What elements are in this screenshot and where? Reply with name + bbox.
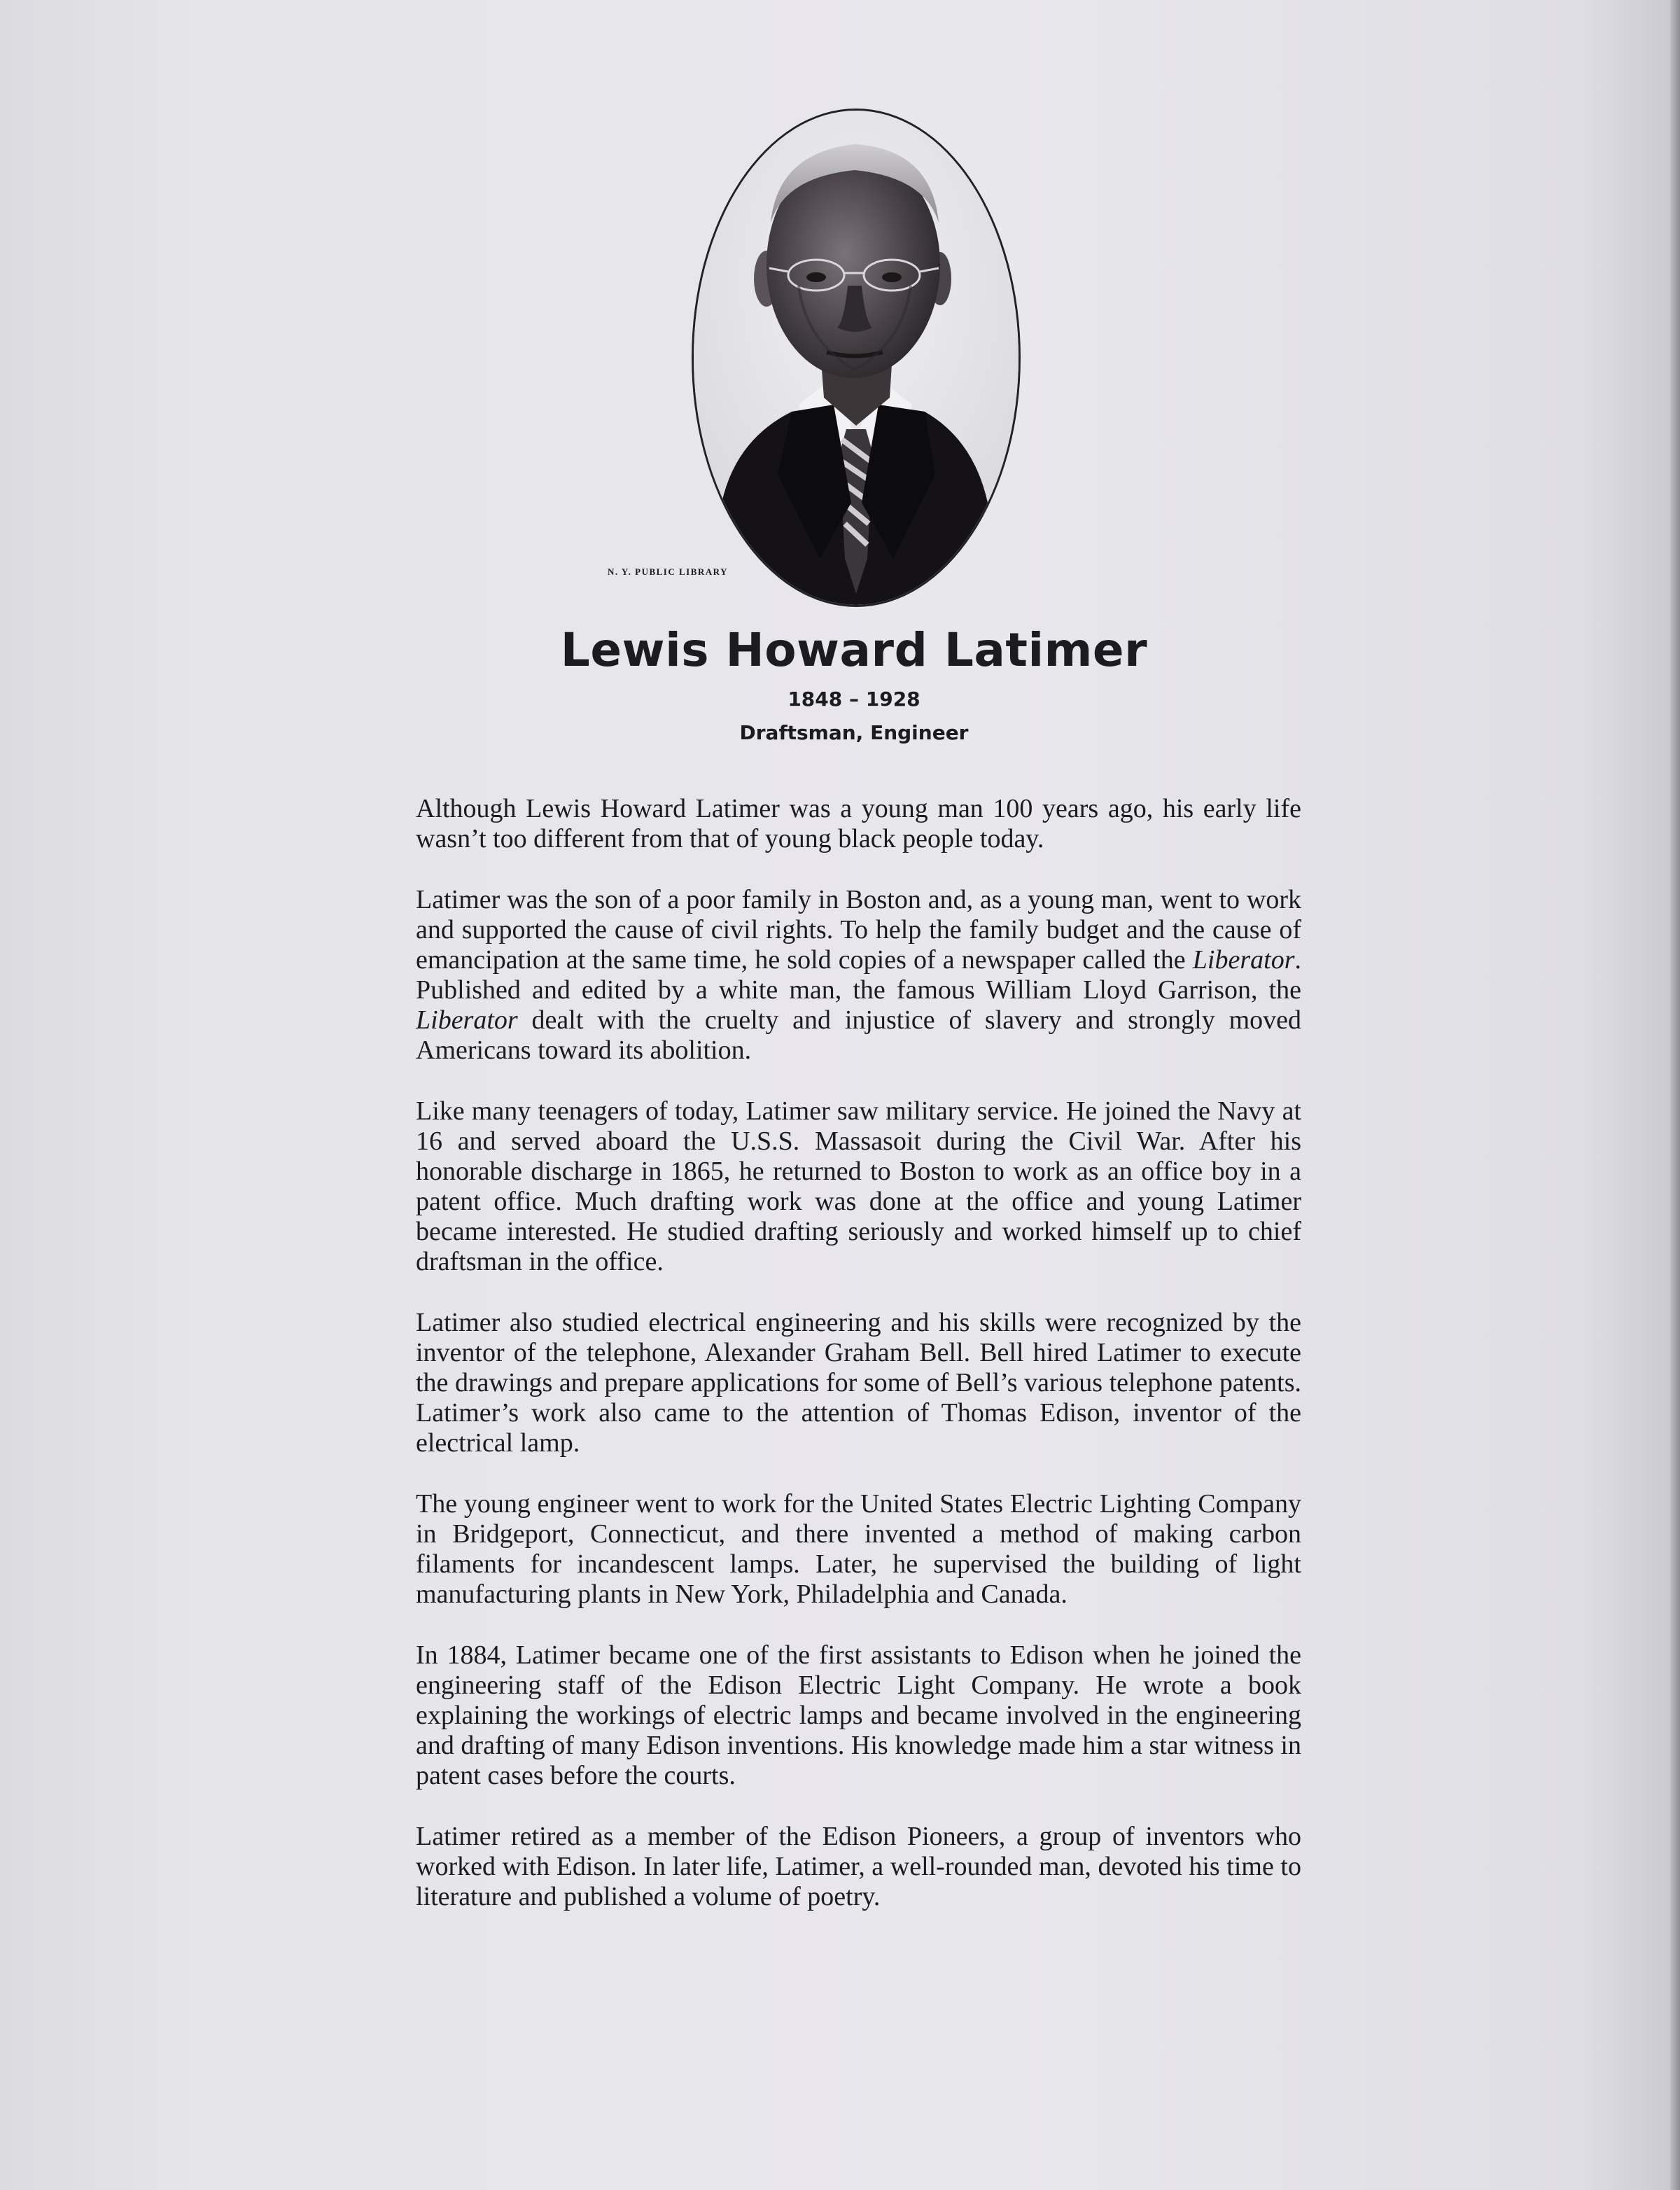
paragraph-2-text-e: dealt with the cruelty and injustice of slavery and strongly moved Americans toward its abolition. bbox=[416, 1005, 1301, 1065]
paragraph-5: The young engineer went to work for the United States Electric Lighting Company in Bridgeport, Connecticut, and there invented a method of making carbon filaments for incandescent lamps. Later, he supervised the building of light manufacturing plants in New York, Philadelphia and Canada. bbox=[416, 1489, 1301, 1609]
occupation: Draftsman, Engineer bbox=[739, 721, 969, 744]
page-edge bbox=[1670, 0, 1680, 2190]
portrait-illustration bbox=[694, 111, 1018, 605]
portrait-photo bbox=[692, 109, 1021, 607]
photo-credit: N. Y. PUBLIC LIBRARY bbox=[608, 566, 728, 577]
paragraph-7: Latimer retired as a member of the Edison Pioneers, a group of inventors who worked with Edison. In later life, Latimer, a well-rounded man, devoted his time to literature and published a volume of poetry. bbox=[416, 1822, 1301, 1911]
page-title: Lewis Howard Latimer bbox=[560, 623, 1148, 677]
paragraph-1: Although Lewis Howard Latimer was a young man 100 years ago, his early life wasn’t too different from that of young black people today. bbox=[416, 794, 1301, 853]
newspaper-title: Liberator bbox=[1192, 945, 1295, 975]
biography-text bbox=[416, 794, 1301, 1943]
paragraph-3: Like many teenagers of today, Latimer saw military service. He joined the Navy at 16 and served aboard the U.S.S. Massasoit during the Civil War. After his honorable discharge in 1865, he returned to Boston to work as an office boy in a patent office. Much drafting work was done at the office and young Latimer became interested. He studied drafting seriously and worked himself up to chief draftsman in the office. bbox=[416, 1096, 1301, 1276]
newspaper-title: Liberator bbox=[416, 1005, 518, 1035]
paragraph-6: In 1884, Latimer became one of the first assistants to Edison when he joined the engineering staff of the Edison Electric Light Company. He wrote a book explaining the workings of electric lamps and became involved in the engineering and drafting of many Edison inventions. His knowledge made him a star witness in patent cases before the courts. bbox=[416, 1640, 1301, 1790]
paragraph-2-text-c: . Published and edited by a white man, the famous William Lloyd Garrison, the bbox=[416, 945, 1301, 1005]
life-dates: 1848 – 1928 bbox=[788, 688, 920, 711]
paragraph-4: Latimer also studied electrical engineering and his skills were recognized by the inventor of the telephone, Alexander Graham Bell. Bell hired Latimer to execute the drawings and prepare applications for some of Bell’s various telephone patents. Latimer’s work also came to the attention of Thomas Edison, inventor of the electrical lamp. bbox=[416, 1308, 1301, 1458]
paragraph-2 bbox=[416, 885, 1301, 1066]
paragraph-2-text-a: Latimer was the son of a poor family in Boston and, as a young man, went to work and supported the cause of civil rights. To help the family budget and the cause of emancipation at the same time, he sold copies of a newspaper called the bbox=[416, 885, 1301, 975]
